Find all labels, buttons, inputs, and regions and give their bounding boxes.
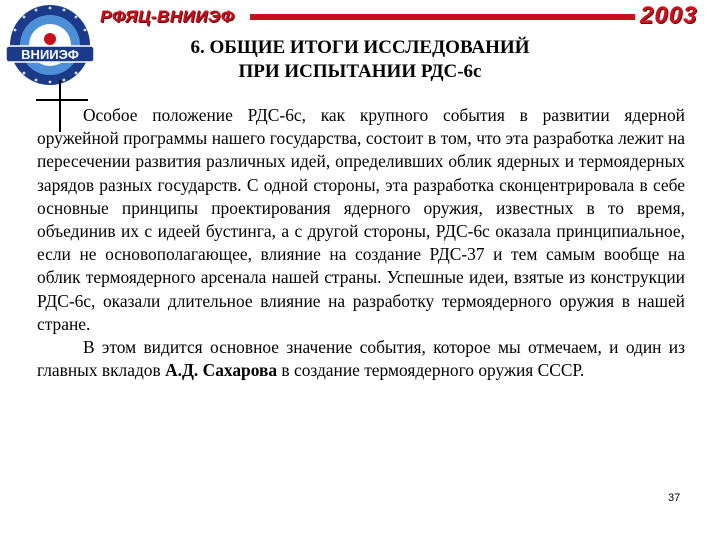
logo-text: ВНИИЭФ (21, 47, 79, 62)
paragraph-1: Особое положение РДС-6с, как крупного события в развитии ядерной оружейной программы нашего государства, состоит в том, что эта разработка лежит на пересечении развития различных идей, определивших облик ядерных и термоядерных зарядов разных государств. С одной стороны, эта разработка сконцентрировала в себе основные принципы проектирования ядерного оружия, известных в то время, объединив их с идеей бустинга, а с другой стороны, РДС-6с оказала принципиальное, если не основополагающее, влияние на создание РДС-37 и тем самым вообще на облик термоядерного арсенала нашей страны. Успешные идеи, взятые из конструкции РДС-6с, оказали длительное влияние на разработку термоядерного оружия в нашей стране. (37, 105, 685, 334)
logo-emblem (2, 2, 98, 88)
title-line-2: ПРИ ИСПЫТАНИИ РДС-6с (238, 61, 482, 82)
page-number: 37 (668, 492, 681, 504)
slide-title (160, 36, 560, 84)
brand-name: РФЯЦ-ВНИИЭФ (100, 7, 235, 26)
header-year: 2003 (640, 2, 698, 29)
paragraph-2-start: В этом видится основное значение события, которое мы отмечаем, и один из главных вкладов (37, 337, 685, 381)
paragraph-2 (37, 336, 685, 382)
header-rule (250, 14, 635, 20)
paragraph-2-end: в создание термоядерного оружия СССР. (277, 360, 585, 381)
vniief-logo (2, 2, 98, 88)
crosshair-horizontal (36, 99, 88, 101)
title-line-1: 6. ОБЩИЕ ИТОГИ ИССЛЕДОВАНИЙ (190, 37, 530, 58)
body-text (37, 104, 685, 382)
author-name: А.Д. Сахарова (165, 360, 278, 381)
